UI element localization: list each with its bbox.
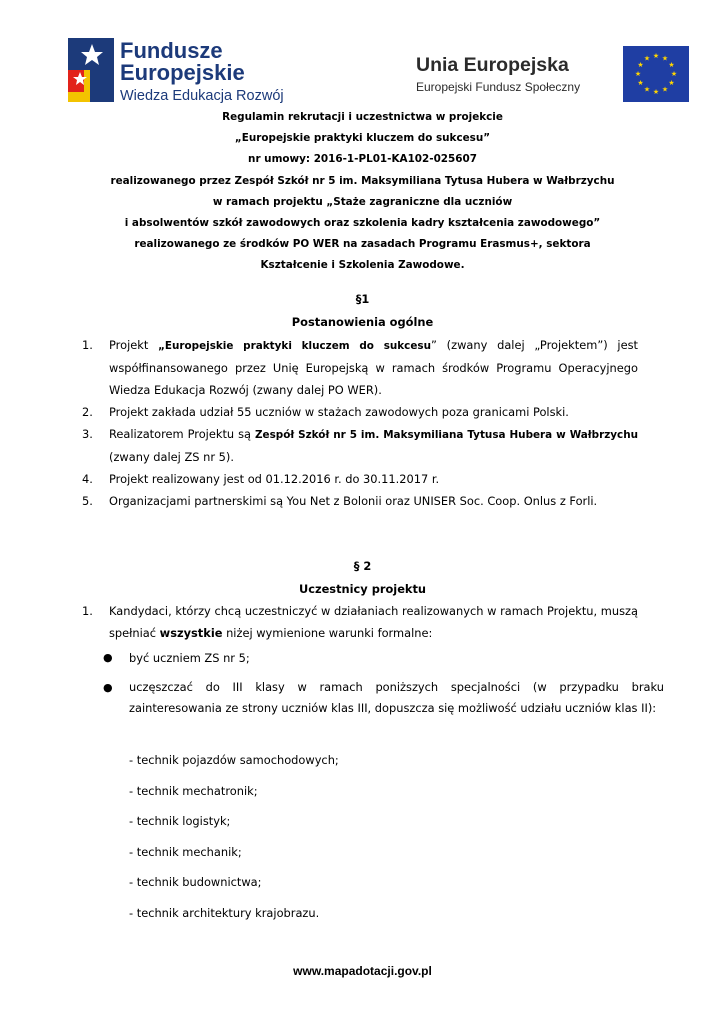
document-title-block <box>60 107 665 277</box>
fe-logo-subtitle: Wiedza Edukacja Rozwój <box>120 88 284 104</box>
svg-text:★: ★ <box>661 54 669 63</box>
fundusze-europejskie-logo <box>62 30 302 110</box>
list-item: ● być uczniem ZS nr 5; <box>103 647 664 669</box>
list-item: - technik mechatronik; <box>129 783 258 798</box>
list-item: 5. Organizacjami partnerskimi są You Net z Bolonii oraz UNISER Soc. Coop. Onlus z Forli. <box>82 494 598 508</box>
svg-text:★: ★ <box>652 88 660 96</box>
svg-text:★: ★ <box>652 52 660 60</box>
fe-logo-mark-icon <box>62 30 114 110</box>
svg-text:★: ★ <box>643 85 651 94</box>
title-line: Regulamin rekrutacji i uczestnictwa w projekcie <box>222 111 503 123</box>
title-line: Kształcenie i Szkolenia Zawodowe. <box>260 259 465 272</box>
footer-url: www.mapadotacji.gov.pl <box>293 964 432 978</box>
svg-text:★: ★ <box>634 70 642 78</box>
fe-logo-line1: Fundusze <box>120 38 223 63</box>
bullet-icon: ● <box>103 651 113 664</box>
fe-logo-line2: Europejskie <box>120 60 245 85</box>
list-item: ● uczęszczać do III klasy w ramach poniższych specjalności (w przypadku braku zainteresowania ze strony uczniów klas III, dopuszcza się możliwość udziału uczniów klas II): <box>103 677 664 719</box>
svg-text:★: ★ <box>668 61 675 69</box>
unia-europejska-logo <box>416 44 691 106</box>
svg-text:★: ★ <box>643 54 651 63</box>
section-2-list <box>82 600 638 644</box>
section-1-number: §1 <box>355 292 370 306</box>
svg-text:★: ★ <box>668 79 675 87</box>
svg-text:★: ★ <box>661 85 669 94</box>
section-2-heading: Uczestnicy projektu <box>298 582 427 596</box>
title-line: nr umowy: 2016-1-PL01-KA102-025607 <box>248 153 477 166</box>
list-item: - technik logistyk; <box>129 814 231 829</box>
ue-logo-title: Unia Europejska <box>416 54 569 76</box>
list-item: 2. Projekt zakłada udział 55 uczniów w stażach zawodowych poza granicami Polski. <box>82 405 569 419</box>
list-item: - technik mechanik; <box>129 844 242 859</box>
eu-flag-icon <box>623 46 689 102</box>
title-line: i absolwentów szkół zawodowych oraz szkolenia kadry kształcenia zawodowego” <box>124 217 601 230</box>
specialties-list <box>129 749 529 933</box>
list-item: 1. Kandydaci, którzy chcą uczestniczyć w działaniach realizowanych w ramach Projektu, muszą spełniać wszystkie niżej wymienione warunki formalne: <box>82 604 638 640</box>
list-item: - technik pojazdów samochodowych; <box>129 753 339 767</box>
section-1-list <box>82 334 638 512</box>
list-item: 1. Projekt „Europejskie praktyki kluczem do sukcesu” (zwany dalej „Projektem”) jest współfinansowanego przez Unię Europejską w ramach środków Programu Operacyjnego Wiedza Edukacja Rozwój (zwany dalej PO WER). <box>82 338 639 397</box>
title-line: w ramach projektu „Staże zagraniczne dla uczniów <box>212 195 513 208</box>
title-line: realizowanego ze środków PO WER na zasadach Programu Erasmus+, sektora <box>134 238 591 251</box>
list-item: 4. Projekt realizowany jest od 01.12.2016 r. do 30.11.2017 r. <box>82 472 440 486</box>
list-item: - technik budownictwa; <box>129 875 262 890</box>
ue-logo-subtitle: Europejski Fundusz Społeczny <box>416 80 581 94</box>
section-1-heading: Postanowienia ogólne <box>291 315 434 329</box>
list-item: - technik architektury krajobrazu. <box>129 905 320 920</box>
title-line: „Europejskie praktyki kluczem do sukcesu” <box>234 132 491 145</box>
title-line: realizowanego przez Zespół Szkół nr 5 im. Maksymiliana Tytusa Hubera w Wałbrzychu <box>110 174 615 187</box>
svg-text:★: ★ <box>637 79 644 87</box>
svg-text:★: ★ <box>637 61 644 69</box>
list-item: 3. Realizatorem Projektu są Zespół Szkół nr 5 im. Maksymiliana Tytusa Hubera w Wałbrzychu (zwany dalej ZS nr 5). <box>82 427 639 464</box>
bullet-icon: ● <box>103 681 113 694</box>
svg-text:★: ★ <box>670 70 678 78</box>
section-2-number: § 2 <box>353 559 372 573</box>
